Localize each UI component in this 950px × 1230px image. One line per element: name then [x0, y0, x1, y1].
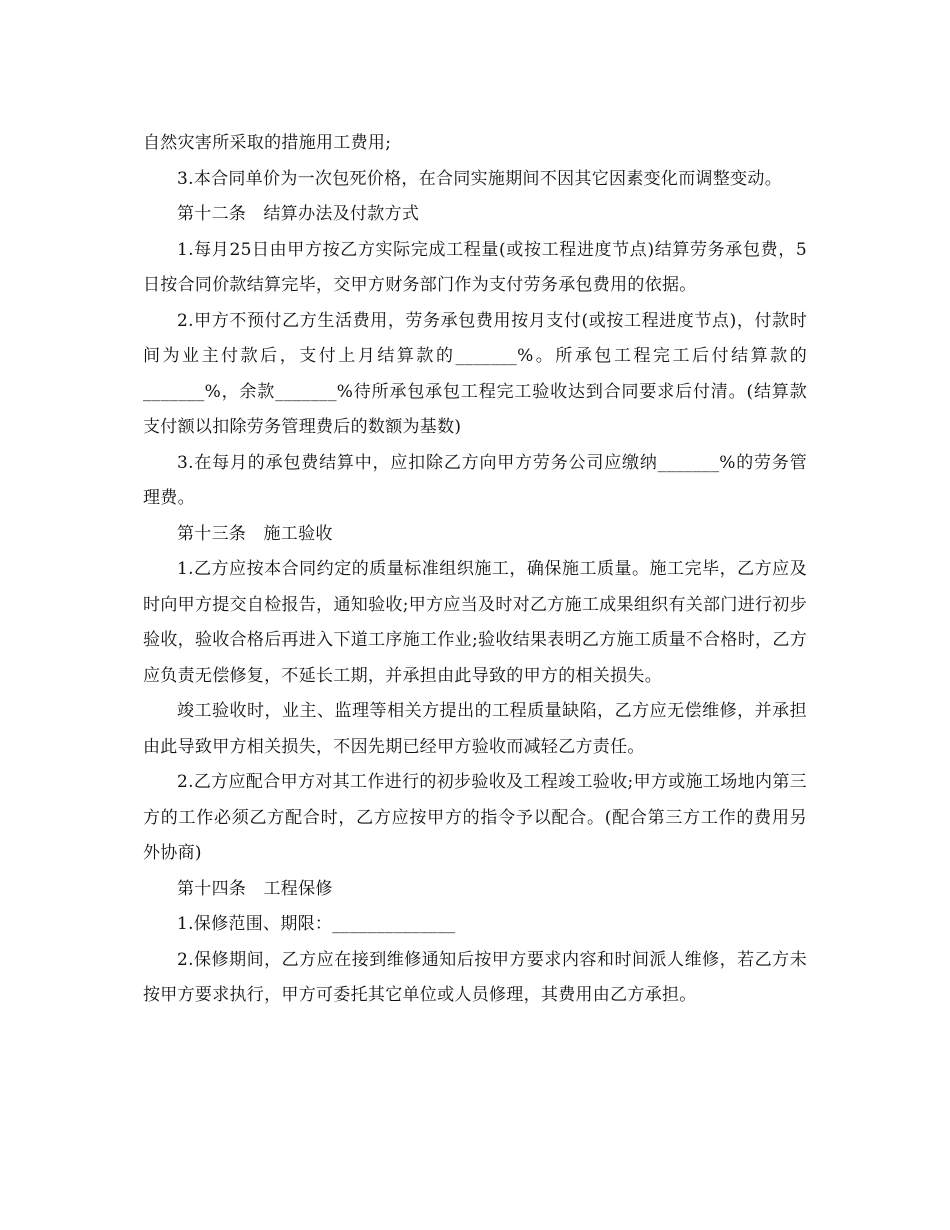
article-12-heading: 第十二条 结算办法及付款方式 — [177, 204, 420, 224]
article-12-item-3: 3.在每月的承包费结算中，应扣除乙方向甲方劳务公司应缴纳_______%的劳务管理费。 — [143, 452, 807, 508]
article-14-item-1: 1.保修范围、期限：______________ — [177, 914, 456, 934]
article-12-item-2: 2.甲方不预付乙方生活费用，劳务承包费用按月支付(或按工程进度节点)，付款时间为业主付款后，支付上月结算款的_______%。所承包工程完工后付结算款的_______%，余款_______%待所承包承包工程完工验收达到合同要求后付清。(结算款支付额以扣除劳务管理费后的数额为基数) — [143, 310, 807, 437]
article-13-completion-paragraph: 竣工验收时，业主、监理等相关方提出的工程质量缺陷，乙方应无偿维修，并承担由此导致甲方相关损失，不因先期已经甲方验收而减轻乙方责任。 — [143, 701, 807, 757]
article-13-item-2: 2.乙方应配合甲方对其工作进行的初步验收及工程竣工验收;甲方或施工场地内第三方的工作必须乙方配合时，乙方应按甲方的指令予以配合。(配合第三方工作的费用另外协商) — [143, 772, 807, 863]
article-14-item-2: 2.保修期间，乙方应在接到维修通知后按甲方要求内容和时间派人维修，若乙方未按甲方要求执行，甲方可委托其它单位或人员修理，其费用由乙方承担。 — [143, 949, 807, 1005]
paragraph-continuation: 自然灾害所采取的措施用工费用; — [143, 133, 392, 153]
article-14-heading: 第十四条 工程保修 — [177, 878, 333, 899]
article-12-item-1: 1.每月25日由甲方按乙方实际完成工程量(或按工程进度节点)结算劳务承包费，5日按合同价款结算完毕，交甲方财务部门作为支付劳务承包费用的依据。 — [143, 239, 807, 295]
clause-item-3: 3.本合同单价为一次包死价格，在合同实施期间不因其它因素变化而调整变动。 — [177, 168, 783, 189]
article-13-item-1: 1.乙方应按本合同约定的质量标准组织施工，确保施工质量。施工完毕，乙方应及时向甲方提交自检报告，通知验收;甲方应当及时对乙方施工成果组织有关部门进行初步验收，验收合格后再进入下道工序施工作业;验收结果表明乙方施工质量不合格时，乙方应负责无偿修复，不延长工期，并承担由此导致的甲方的相关损失。 — [143, 559, 807, 686]
document-body — [143, 126, 807, 1014]
article-13-heading: 第十三条 施工验收 — [177, 523, 333, 544]
